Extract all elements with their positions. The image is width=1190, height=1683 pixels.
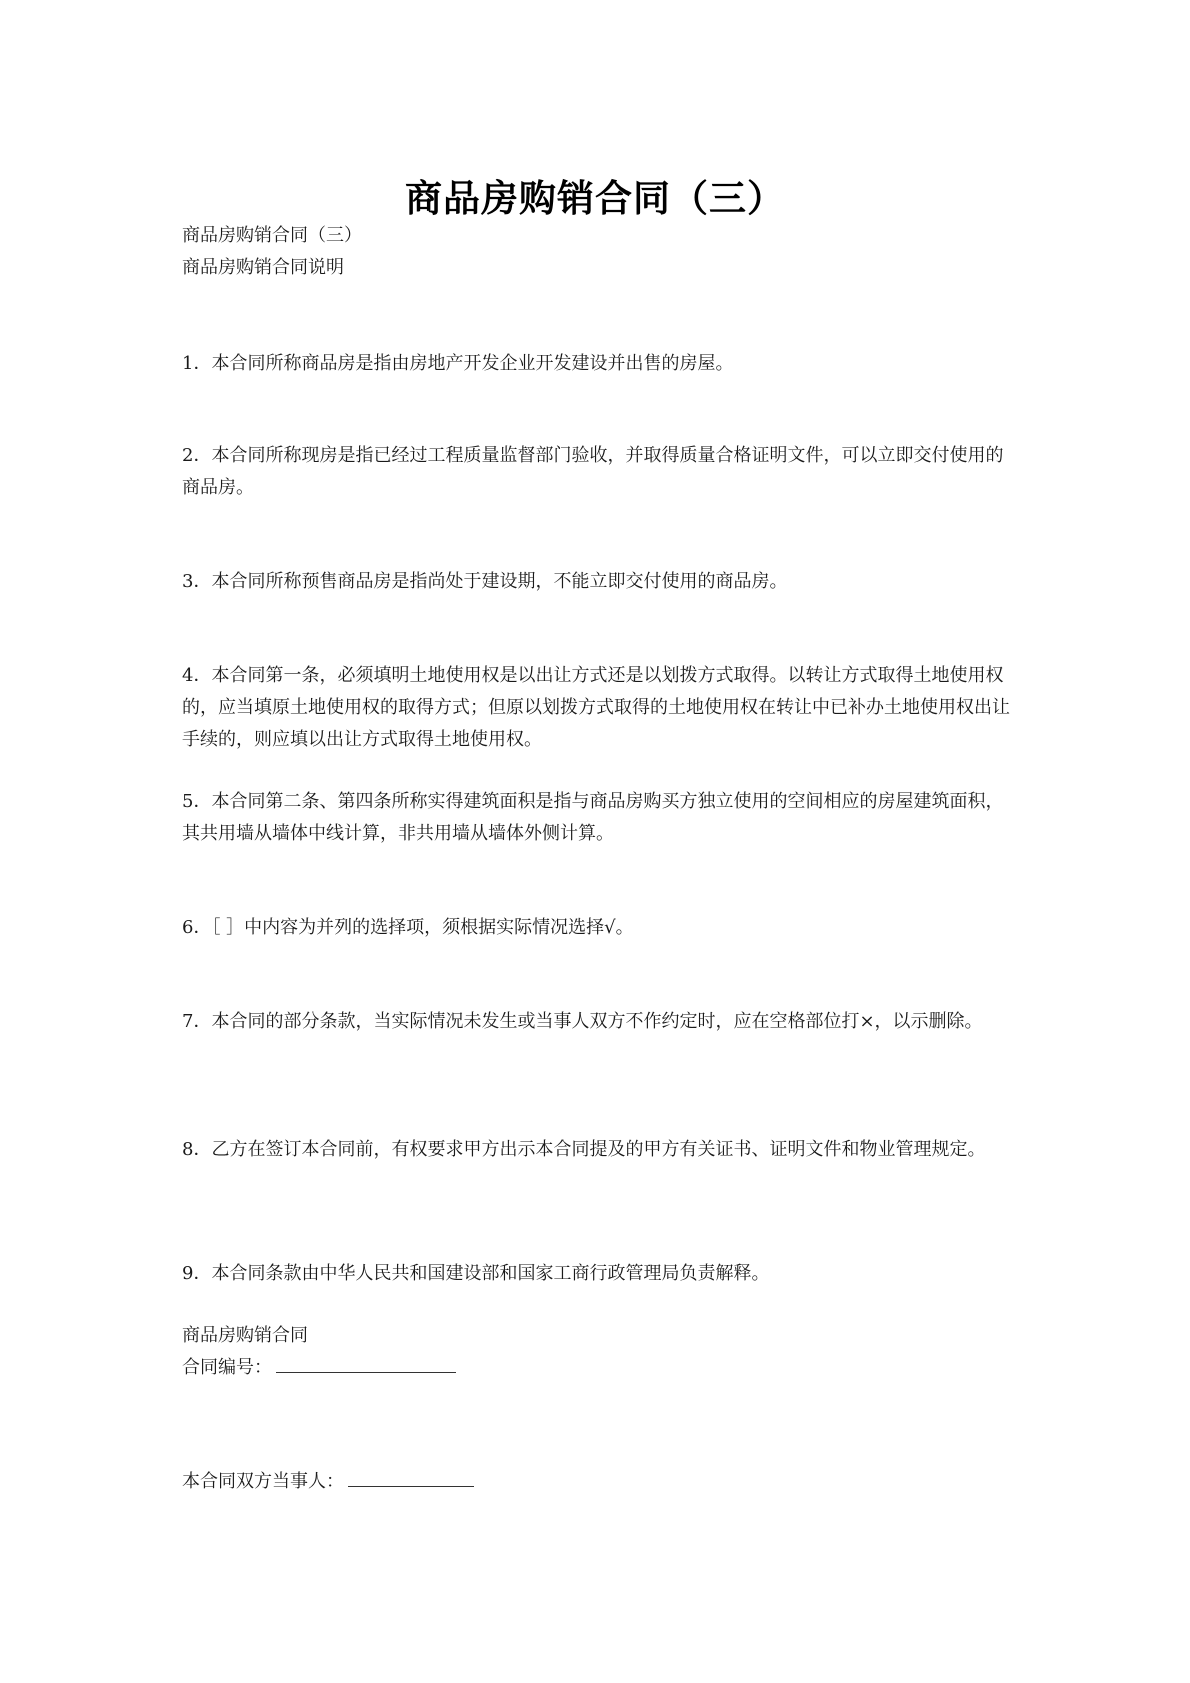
- contract-heading: 商品房购销合同: [182, 1325, 308, 1346]
- clause-8: 8．乙方在签订本合同前，有权要求甲方出示本合同提及的甲方有关证书、证明文件和物业管理规定。: [182, 1139, 986, 1160]
- clause-1: 1．本合同所称商品房是指由房地产开发企业开发建设并出售的房屋。: [182, 353, 734, 374]
- contract-number-label: 合同编号：: [182, 1357, 272, 1378]
- clause-7: 7．本合同的部分条款，当实际情况未发生或当事人双方不作约定时，应在空格部位打×，以示删除。: [182, 1011, 983, 1032]
- clause-2: 2．本合同所称现房是指已经过工程质量监督部门验收，并取得质量合格证明文件，可以立即交付使用的商品房。: [182, 445, 1004, 498]
- parties-blank[interactable]: [348, 1468, 474, 1487]
- subtitle-line-2: 商品房购销合同说明: [182, 257, 344, 278]
- clause-5: 5．本合同第二条、第四条所称实得建筑面积是指与商品房购买方独立使用的空间相应的房屋建筑面积，其共用墙从墙体中线计算，非共用墙从墙体外侧计算。: [182, 791, 1004, 844]
- parties-label: 本合同双方当事人：: [182, 1471, 344, 1492]
- clause-3: 3．本合同所称预售商品房是指尚处于建设期，不能立即交付使用的商品房。: [182, 571, 788, 592]
- contract-number-blank[interactable]: [276, 1354, 456, 1373]
- clause-4: 4．本合同第一条，必须填明土地使用权是以出让方式还是以划拨方式取得。以转让方式取得土地使用权的，应当填原土地使用权的取得方式；但原以划拨方式取得的土地使用权在转让中已补办土地使用权出让手续的，则应填以出让方式取得土地使用权。: [182, 665, 1010, 750]
- contract-number-row: [182, 1352, 456, 1384]
- document-title: 商品房购销合同（三）: [405, 177, 785, 220]
- parties-row: [182, 1466, 474, 1498]
- clause-6: 6．［ ］中内容为并列的选择项，须根据实际情况选择√。: [182, 917, 634, 938]
- subtitle-line-1: 商品房购销合同（三）: [182, 225, 362, 246]
- clause-9: 9．本合同条款由中华人民共和国建设部和国家工商行政管理局负责解释。: [182, 1263, 770, 1284]
